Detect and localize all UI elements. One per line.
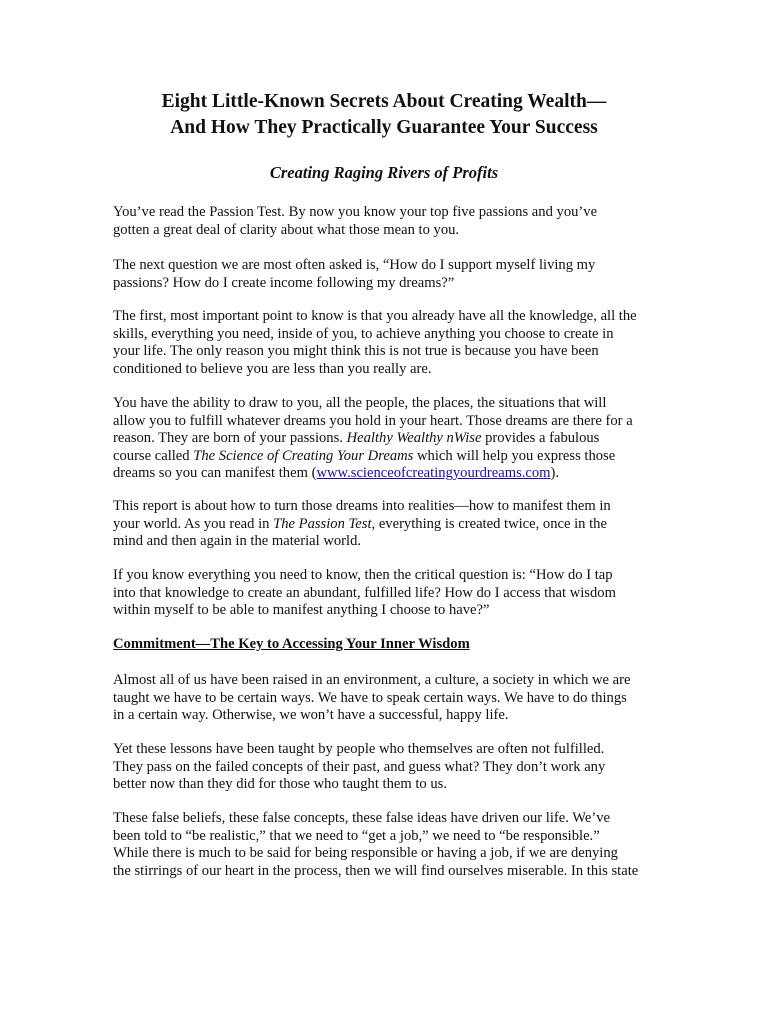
paragraph-line: the stirrings of our heart in the process, then we will find ourselves miserable. In this state [113,862,639,879]
paragraph-line: mind and then again in the material world. [113,533,362,550]
paragraph-line: This report is about how to turn those dreams into realities—how to manifest them in [113,498,611,514]
italic-brand-name: Healthy Wealthy nWise [346,430,482,447]
italic-book-title: The Passion Test [273,515,372,532]
paragraph-line: skills, everything you need, inside of you, to achieve anything you choose to create in [113,325,614,342]
paragraph-line: allow you to fulfill whatever dreams you hold in your heart. Those dreams are there for a [113,412,633,429]
paragraph-line: You have the ability to draw to you, all the people, the places, the situations that will [113,395,607,411]
paragraph-3 [113,308,673,378]
paragraph-line: gotten a great deal of clarity about what those mean to you. [113,221,460,238]
italic-course-title: The Science of Creating Your Dreams [193,447,414,464]
paragraph-2 [113,257,673,292]
paragraph-line [113,516,673,534]
paragraph-line: your life. The only reason you might think this is not true is because you have been [113,343,599,360]
paragraph-line: These false beliefs, these false concepts, these false ideas have driven our life. We’ve [113,810,610,826]
paragraph-line: into that knowledge to create an abundant, fulfilled life? How do I access that wisdom [113,584,616,601]
paragraph-line [113,465,673,483]
paragraph-line: Yet these lessons have been taught by people who themselves are often not fulfilled. [113,741,605,757]
text-run: course called [113,447,194,464]
paragraph-5 [113,498,673,551]
paragraph-line: They pass on the failed concepts of their past, and guess what? They don’t work any [113,758,606,775]
paragraph-line: passions? How do I create income following my dreams?” [113,274,455,291]
text-run: dreams so you can manifest them ( [113,465,317,482]
section-heading: Commitment—The Key to Accessing Your Inner Wisdom [113,636,470,652]
paragraph-line: Almost all of us have been raised in an environment, a culture, a society in which we are [113,672,631,688]
paragraph-line: The next question we are most often asked is, “How do I support myself living my [113,257,596,273]
paragraph-line: You’ve read the Passion Test. By now you know your top five passions and you’ve [113,204,598,220]
document-subtitle: Creating Raging Rivers of Profits [269,163,499,182]
paragraph-7 [113,672,673,725]
document-title [0,89,768,141]
paragraph-line: been told to “be realistic,” that we need to “get a job,” we need to “be responsible.” [113,827,600,844]
paragraph-1 [113,204,673,239]
paragraph-4 [113,395,673,483]
text-run: which will help you express those [413,447,616,464]
paragraph-line [113,430,673,448]
text-run: , everything is created twice, once in the [371,515,607,532]
title-line-2: And How They Practically Guarantee Your Success [170,117,598,138]
paragraph-line: While there is much to be said for being responsible or having a job, if we are denying [113,845,618,862]
paragraph-6 [113,567,673,620]
title-line-1: Eight Little-Known Secrets About Creating Wealth— [161,91,607,112]
paragraph-line: within myself to be able to manifest anything I choose to have?” [113,602,490,619]
paragraph-line: in a certain way. Otherwise, we won’t have a successful, happy life. [113,707,509,724]
text-run: reason. They are born of your passions. [113,430,347,447]
paragraph-line: The first, most important point to know is that you already have all the knowledge, all the [113,308,637,324]
text-run: your world. As you read in [113,515,274,532]
paragraph-line: better now than they did for those who taught them to us. [113,776,447,793]
paragraph-8 [113,741,673,794]
paragraph-9 [113,810,673,880]
paragraph-line: conditioned to believe you are less than you really are. [113,360,432,377]
website-link[interactable]: www.scienceofcreatingyourdreams.com [316,465,551,482]
paragraph-line: taught we have to be certain ways. We have to speak certain ways. We have to do things [113,689,627,706]
paragraph-line [113,448,673,466]
text-run: ). [550,465,560,482]
paragraph-line: If you know everything you need to know, then the critical question is: “How do I tap [113,567,613,583]
text-run: provides a fabulous [481,430,600,447]
